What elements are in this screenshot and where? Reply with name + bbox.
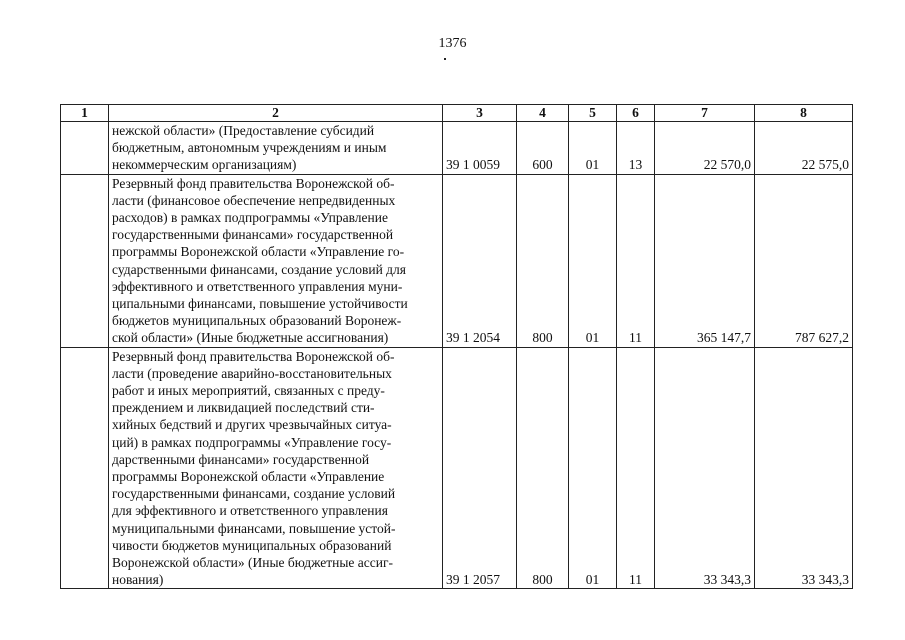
header-col-5: 5: [569, 105, 617, 122]
header-row: [61, 105, 853, 122]
table-row: [61, 347, 853, 589]
subsection-cell: 11: [617, 174, 655, 347]
description-cell: Резервный фонд правительства Воронежской об- ласти (проведение аварийно-восстановительных работ и иных мероприятий, связанных с преду- преждением и ликвидацией последствий сти- хийных бедствий и других чрезвычайных ситуа- ций) в рамках подпрограммы «Управление госу- дарственными финансами» государственной программы Воронежской области «Управление государственными финансами, создание условий для эффективного и ответственного управления муниципальными финансами, повышение устой- чивости бюджетов муниципальных образований Воронежской области» (Иные бюджетные ассиг- нования): [109, 347, 443, 589]
expense-type-cell: 800: [517, 347, 569, 589]
header-col-2: 2: [109, 105, 443, 122]
table-row: [61, 174, 853, 347]
section-cell: 01: [569, 347, 617, 589]
amount-1-cell: 365 147,7: [655, 174, 755, 347]
header-col-8: 8: [755, 105, 853, 122]
section-cell: 01: [569, 122, 617, 175]
amount-1-cell: 33 343,3: [655, 347, 755, 589]
expense-type-cell: 800: [517, 174, 569, 347]
expense-type-cell: 600: [517, 122, 569, 175]
header-col-1: 1: [61, 105, 109, 122]
section-cell: 01: [569, 174, 617, 347]
table-row: [61, 122, 853, 175]
code-cell: 39 1 0059: [443, 122, 517, 175]
description-cell: нежской области» (Предоставление субсидий бюджетным, автономным учреждениям и иным некоммерческим организациям): [109, 122, 443, 175]
description-cell: Резервный фонд правительства Воронежской об- ласти (финансовое обеспечение непредвиденных расходов) в рамках подпрограммы «Управление государственными финансами» государственной программы Воронежской области «Управление го- сударственными финансами, создание условий для эффективного и ответственного управления муни- ципальными финансами, повышение устойчивости бюджетов муниципальных образований Воронеж- ской области» (Иные бюджетные ассигнования): [109, 174, 443, 347]
row-number-cell: [61, 347, 109, 589]
stray-mark: [444, 58, 446, 60]
page-number: 1376: [438, 36, 467, 51]
subsection-cell: 13: [617, 122, 655, 175]
budget-table: [60, 104, 853, 589]
amount-1-cell: 22 570,0: [655, 122, 755, 175]
header-col-7: 7: [655, 105, 755, 122]
subsection-cell: 11: [617, 347, 655, 589]
amount-2-cell: 33 343,3: [755, 347, 853, 589]
header-col-6: 6: [617, 105, 655, 122]
code-cell: 39 1 2057: [443, 347, 517, 589]
row-number-cell: [61, 122, 109, 175]
amount-2-cell: 22 575,0: [755, 122, 853, 175]
header-col-4: 4: [517, 105, 569, 122]
header-col-3: 3: [443, 105, 517, 122]
amount-2-cell: 787 627,2: [755, 174, 853, 347]
row-number-cell: [61, 174, 109, 347]
code-cell: 39 1 2054: [443, 174, 517, 347]
